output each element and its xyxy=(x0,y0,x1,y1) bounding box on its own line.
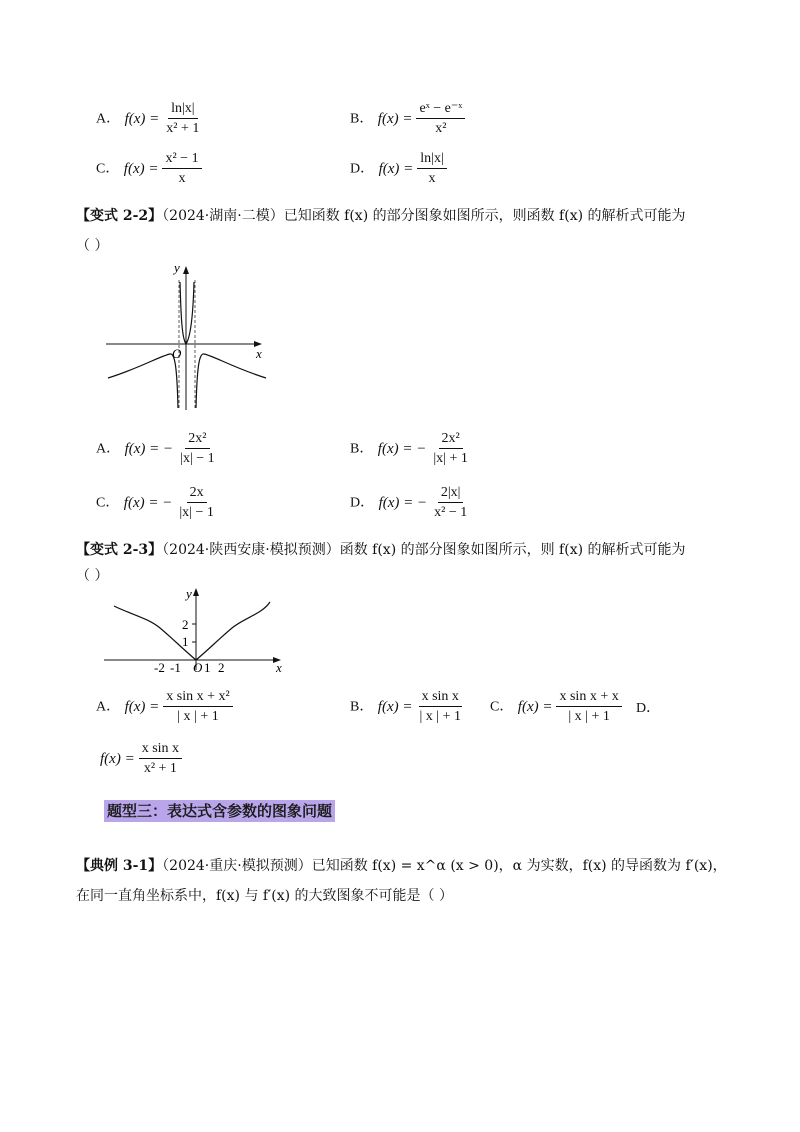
q23-option-c xyxy=(490,688,622,725)
x-axis-label: x xyxy=(276,660,282,674)
origin-label: O xyxy=(172,346,182,361)
fraction-denominator: x xyxy=(428,171,436,186)
fraction-denominator: |x| − 1 xyxy=(180,451,215,466)
q23-option-b xyxy=(350,688,464,725)
q23-stem xyxy=(76,540,686,560)
curve-left-branch xyxy=(108,354,178,408)
option-letter: A． xyxy=(96,441,121,457)
option-letter: C． xyxy=(96,495,120,511)
fraction-numerator: 2x xyxy=(187,484,207,503)
q22-option-d xyxy=(350,484,470,521)
x-tick-label-1: 1 xyxy=(204,660,211,674)
formula-lhs: f(x) = xyxy=(100,750,135,767)
q21-option-b xyxy=(350,100,465,137)
option-letter: C． xyxy=(490,699,514,715)
x-tick-label-neg2: -2 xyxy=(154,660,165,674)
q22-option-c xyxy=(96,484,217,521)
fraction-numerator: ln|x| xyxy=(168,100,198,119)
ex31-stem-line1 xyxy=(76,856,727,876)
question-tag: 【变式 2-2】 xyxy=(76,208,163,224)
formula-lhs: f(x) = − xyxy=(124,440,174,457)
fraction-numerator: x sin x + x² xyxy=(163,688,232,707)
section-title xyxy=(104,800,335,821)
fraction-numerator: x sin x xyxy=(419,688,462,707)
formula-lhs: f(x) = xyxy=(378,160,414,177)
fraction-denominator: |x| − 1 xyxy=(179,505,214,520)
q23-option-d xyxy=(100,740,182,777)
option-letter: D． xyxy=(636,701,661,716)
formula-lhs: f(x) = xyxy=(377,110,413,127)
fraction-numerator: x² − 1 xyxy=(162,150,201,169)
y-axis-label: y xyxy=(174,260,180,275)
formula-lhs: f(x) = xyxy=(377,698,413,715)
section-title-text: 题型三：表达式含参数的图象问题 xyxy=(104,800,335,822)
x-tick-label-neg1: -1 xyxy=(170,660,181,674)
y-axis-label: y xyxy=(186,586,192,601)
option-letter: B． xyxy=(350,441,374,457)
q23-option-d-letter xyxy=(636,698,660,719)
q22-option-a xyxy=(96,430,218,467)
fraction-denominator: | x | + 1 xyxy=(568,709,610,724)
fraction-denominator: x² + 1 xyxy=(143,761,177,776)
fraction-denominator: |x| + 1 xyxy=(433,451,468,466)
fraction-numerator: 2x² xyxy=(185,430,209,449)
fraction-denominator: x² + 1 xyxy=(166,121,200,136)
y-tick-label-1: 1 xyxy=(182,634,189,649)
option-letter: D． xyxy=(350,161,375,177)
formula-lhs: f(x) = xyxy=(123,160,159,177)
fraction-numerator: eˣ − e⁻ˣ xyxy=(416,100,465,119)
fraction-numerator: ln|x| xyxy=(417,150,447,169)
fraction-numerator: x sin x + x xyxy=(556,688,621,707)
fraction-denominator: | x | + 1 xyxy=(177,709,219,724)
option-letter: D． xyxy=(350,495,375,511)
y-tick-label-2: 2 xyxy=(182,617,189,632)
option-letter: B． xyxy=(350,111,374,127)
fraction-numerator: x sin x xyxy=(139,740,182,759)
curve xyxy=(114,602,270,660)
q21-option-d xyxy=(350,150,447,187)
formula-lhs: f(x) = xyxy=(124,110,160,127)
question-text: （2024·重庆·模拟预测）已知函数 f(x) = x^α (x > 0)，α 为实数，f(x) 的导函数为 f′(x)， xyxy=(162,858,727,874)
formula-lhs: f(x) = − xyxy=(377,440,427,457)
q22-option-b xyxy=(350,430,471,467)
question-tag: 【典例 3-1】 xyxy=(76,858,163,874)
q23-graph xyxy=(100,584,290,674)
fraction-denominator: x² − 1 xyxy=(434,505,468,520)
question-text: （2024·湖南·二模）已知函数 f(x) 的部分图象如图所示，则函数 f(x) 的解析式可能为 xyxy=(162,208,686,224)
y-axis-arrow xyxy=(193,588,199,596)
curve-middle xyxy=(180,282,194,344)
fraction-denominator: x² xyxy=(435,121,447,136)
q21-option-a xyxy=(96,100,202,137)
question-text: （2024·陕西安康·模拟预测）函数 f(x) 的部分图象如图所示，则 f(x) 的解析式可能为 xyxy=(162,542,686,558)
ex31-stem-line2: 在同一直角坐标系中，f(x) 与 f′(x) 的大致图象不可能是（ ） xyxy=(76,888,453,904)
answer-paren: （ ） xyxy=(76,238,109,254)
option-letter: A． xyxy=(96,111,121,127)
y-axis-arrow xyxy=(183,266,189,274)
formula-lhs: f(x) = xyxy=(517,698,553,715)
option-letter: A． xyxy=(96,699,121,715)
option-letter: C． xyxy=(96,161,120,177)
x-axis-label: x xyxy=(256,346,262,361)
origin-label: O xyxy=(193,660,203,674)
q21-option-c xyxy=(96,150,202,187)
q22-graph xyxy=(100,258,275,418)
fraction-numerator: 2x² xyxy=(439,430,463,449)
fraction-numerator: 2|x| xyxy=(438,484,464,503)
formula-lhs: f(x) = − xyxy=(123,494,173,511)
q23-option-a xyxy=(96,688,233,725)
option-letter: B． xyxy=(350,699,374,715)
fraction-denominator: | x | + 1 xyxy=(419,709,461,724)
x-tick-label-2: 2 xyxy=(218,660,225,674)
fraction-denominator: x xyxy=(178,171,186,186)
curve-right-branch xyxy=(196,354,266,408)
answer-paren: （ ） xyxy=(76,568,109,584)
formula-lhs: f(x) = xyxy=(124,698,160,715)
question-tag: 【变式 2-3】 xyxy=(76,542,163,558)
formula-lhs: f(x) = − xyxy=(378,494,428,511)
q22-stem xyxy=(76,206,686,226)
